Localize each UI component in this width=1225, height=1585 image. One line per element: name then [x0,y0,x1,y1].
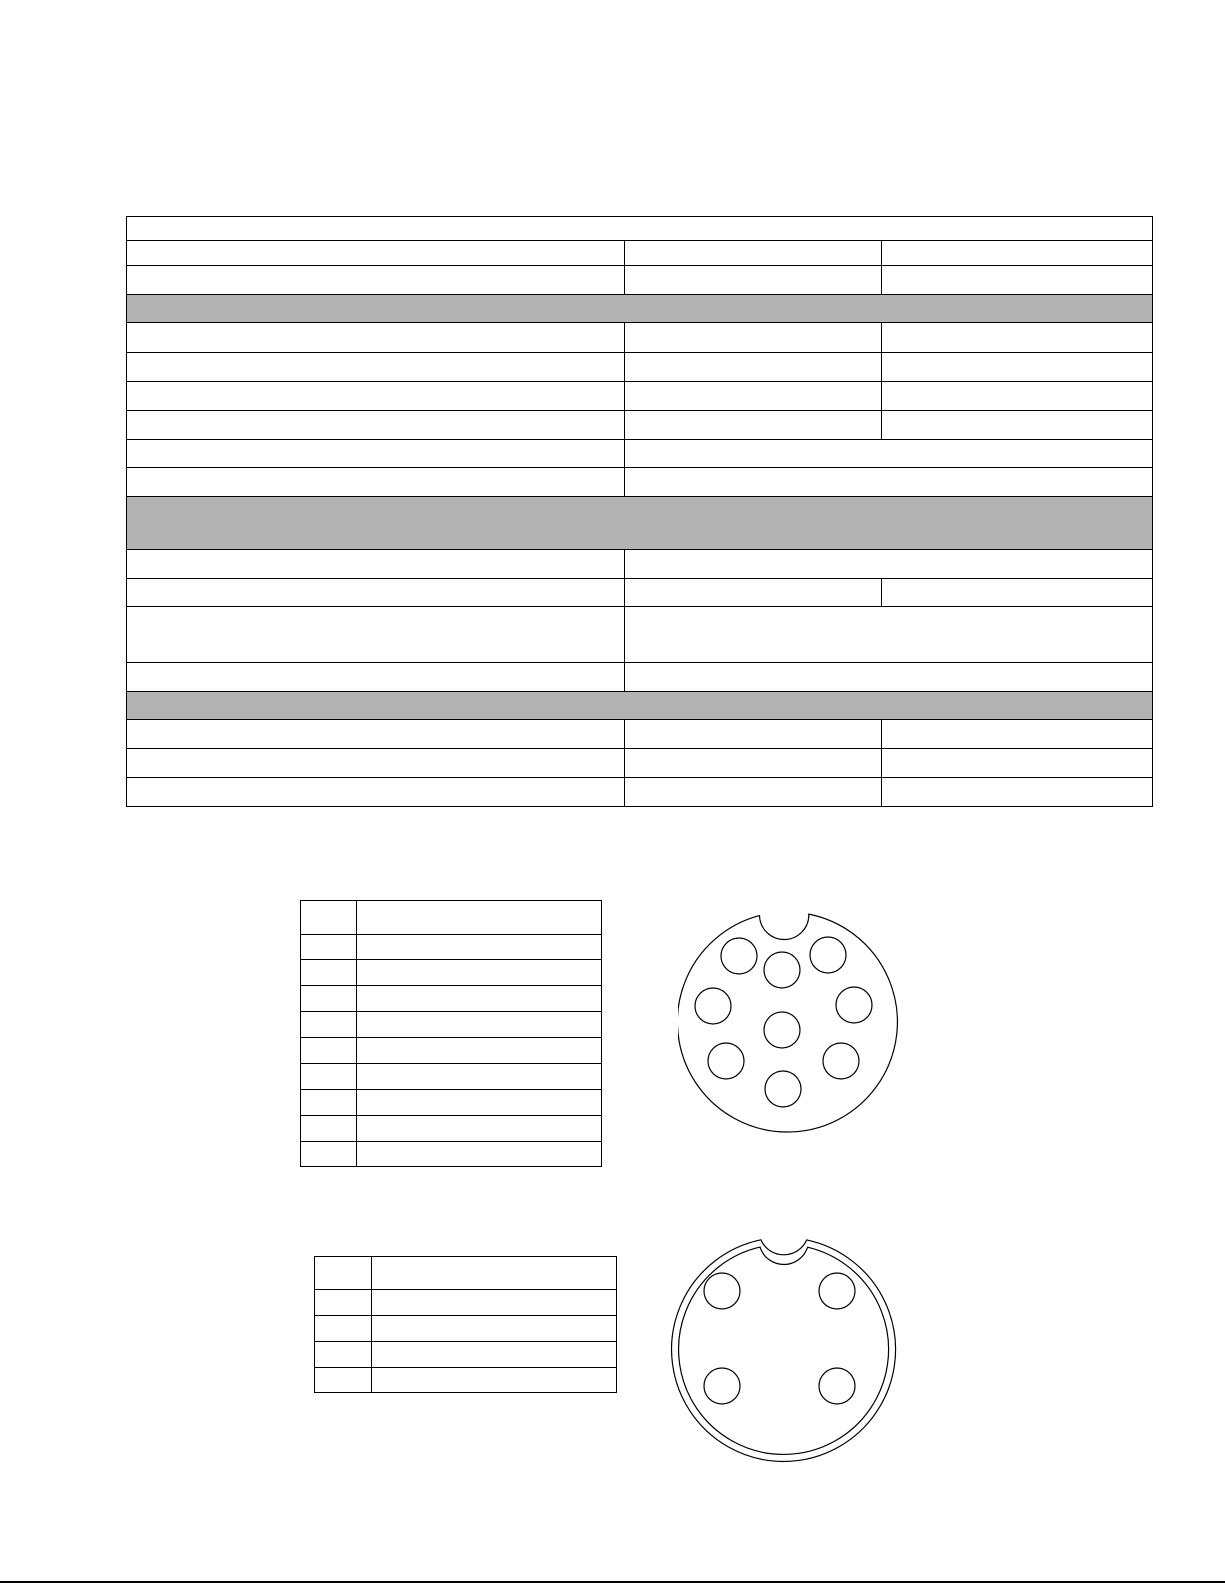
spec-row [127,663,1153,692]
spec-row [127,550,1153,579]
pin-table-5-body [315,1257,617,1393]
spec-cell [127,323,625,353]
pin-function-cell [372,1316,617,1342]
pin-hole [704,1273,740,1309]
spec-cell [625,550,1153,579]
spec-cell [625,323,881,353]
pin-hole [765,1071,801,1107]
pin-row [315,1290,617,1316]
spec-cell [625,440,1153,468]
spec-row [127,468,1153,497]
pin-row [301,1090,602,1116]
pin-number-cell [301,901,357,935]
pin-function-cell [357,986,602,1012]
pin-number-cell [315,1368,372,1393]
circular-10-pin-connector-icon [678,912,904,1138]
pin-number-cell [301,1090,357,1116]
pin-row [301,901,602,935]
spec-cell [881,720,1152,749]
pin-number-cell [301,986,357,1012]
pin-hole [695,988,731,1024]
spec-cell [881,241,1152,266]
spec-cell [127,497,1153,550]
pin-hole [823,1043,859,1079]
spec-row [127,353,1153,382]
spec-section-row [127,497,1153,550]
pin-row [301,935,602,960]
pin-function-cell [372,1257,617,1290]
pin-row [315,1316,617,1342]
spec-cell [881,579,1152,607]
spec-section-row [127,295,1153,323]
spec-cell [625,778,881,807]
pin-function-cell [372,1342,617,1368]
pin-number-cell [301,935,357,960]
pin-function-cell [357,1116,602,1142]
connector-10-outline [678,914,897,1132]
spec-row [127,720,1153,749]
spec-cell [625,241,881,266]
pin-function-cell [357,960,602,986]
spec-cell [127,749,625,778]
spec-row [127,382,1153,411]
pin-hole [810,937,846,973]
pin-table-5 [314,1256,617,1393]
spec-section-row [127,692,1153,720]
pin-table-10 [300,900,602,1167]
spec-cell [625,353,881,382]
pin-function-cell [357,935,602,960]
connector-10-pins [695,937,872,1107]
pin-hole [819,1273,855,1309]
spec-cell [127,266,625,295]
pin-number-cell [315,1257,372,1290]
pin-number-cell [301,1116,357,1142]
pin-number-cell [315,1316,372,1342]
pin-number-cell [315,1342,372,1368]
spec-cell [881,266,1152,295]
pin-function-cell [372,1290,617,1316]
spec-row [127,217,1153,241]
pin-row [315,1257,617,1290]
pin-function-cell [357,1142,602,1167]
spec-cell [127,663,625,692]
pin-function-cell [357,1064,602,1090]
pin-row [315,1342,617,1368]
connector-5-pins [704,1273,855,1404]
pin-hole [819,1368,855,1404]
spec-cell [127,607,625,663]
spec-row [127,266,1153,295]
spec-cell [881,353,1152,382]
pin-hole [764,952,800,988]
pin-hole [721,938,757,974]
pin-number-cell [301,1142,357,1167]
spec-row [127,579,1153,607]
pin-number-cell [301,1012,357,1038]
spec-cell [625,411,881,440]
pin-row [301,1064,602,1090]
spec-row [127,411,1153,440]
pin-row [301,1142,602,1167]
pin-number-cell [315,1290,372,1316]
spec-cell [127,468,625,497]
pin-function-cell [357,1038,602,1064]
pin-row [301,960,602,986]
spec-cell [625,663,1153,692]
spec-row [127,241,1153,266]
spec-cell [127,295,1153,323]
spec-cell [127,579,625,607]
pin-number-cell [301,960,357,986]
pin-row [301,1038,602,1064]
spec-cell [625,749,881,778]
spec-cell [127,217,1153,241]
pin-function-cell [357,1012,602,1038]
spec-cell [127,411,625,440]
pin-function-cell [372,1368,617,1393]
spec-cell [881,382,1152,411]
connector-5-outer-ring [672,1240,896,1462]
spec-cell [881,749,1152,778]
pin-row [315,1368,617,1393]
spec-cell [625,720,881,749]
pin-table-10-body [301,901,602,1167]
spec-cell [625,579,881,607]
pin-row [301,1012,602,1038]
spec-cell [881,411,1152,440]
spec-cell [127,778,625,807]
spec-cell [625,382,881,411]
spec-row [127,607,1153,663]
spec-cell [881,323,1152,353]
page-bottom-rule [0,1581,1225,1583]
spec-row [127,440,1153,468]
pin-function-cell [357,1090,602,1116]
spec-table [126,216,1153,807]
pin-hole [836,987,872,1023]
spec-row [127,778,1153,807]
pin-number-cell [301,1038,357,1064]
spec-cell [881,778,1152,807]
pin-function-cell [357,901,602,935]
pin-row [301,1116,602,1142]
spec-table-body [127,217,1153,807]
spec-cell [127,353,625,382]
spec-cell [127,550,625,579]
pin-hole [764,1012,800,1048]
spec-cell [127,720,625,749]
circular-5-pin-connector-icon [668,1236,904,1472]
pin-hole [704,1368,740,1404]
spec-row [127,323,1153,353]
pin-row [301,986,602,1012]
spec-cell [625,468,1153,497]
spec-cell [625,607,1153,663]
spec-cell [625,266,881,295]
pin-hole [708,1043,744,1079]
spec-cell [127,440,625,468]
spec-cell [127,692,1153,720]
spec-cell [127,241,625,266]
pin-number-cell [301,1064,357,1090]
spec-cell [127,382,625,411]
spec-row [127,749,1153,778]
